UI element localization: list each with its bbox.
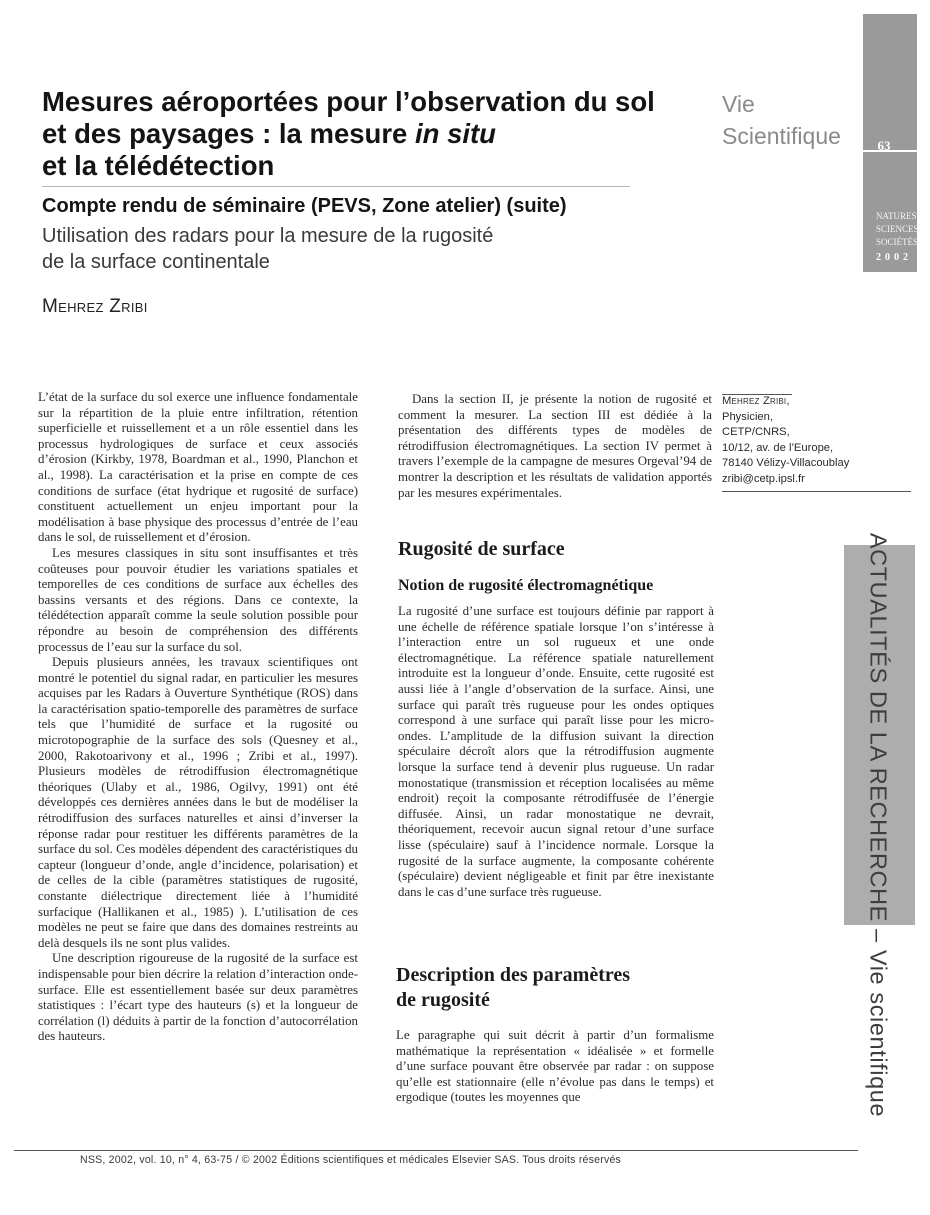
heading-rugosite: Rugosité de surface [398,538,565,560]
body-left-column [38,390,358,1045]
description-section [396,1028,714,1106]
subheading-line-1: Utilisation des radars pour la mesure de la rugosité [42,225,494,247]
body-paragraph-3: Depuis plusieurs années, les travaux scientifiques ont montré le potentiel du signal radar, en particulier les mesures acquises par les Radars à Ouverture Synthétique (ROS) dans la caractérisation spatio-temporelle des paramètres de surface tels que l’humidité de surface et la rugosité ou microtopographie de la surface des sols (Quesney et al., 2000, Rakotoarivony et al., 1996 ; Zribi et al., 1997). Plusieurs modèles de rétrodiffusion électromagnétique théoriques (Ulaby et al., 1986, Ogilvy, 1991) ont été développés ces dernières années dans le but de modéliser la rétrodiffusion des surfaces naturelles et ainsi d’inverser la réponse radar pour restituer les différents paramètres de la surface du sol. Ces modèles dépendent des caractéristiques du capteur (longueur d’onde, angle d’incidence, polarisation) et de celles de la cible (paramètres statistiques de rugosité, constante diélectrique directement liée à l’humidité surfacique (Hallikanen et al., 1985) ). L’utilisation de ces modèles ne peut se faire que dans des domaines restreints au delà desquels ils ne sont plus valides. [38,655,358,950]
body-paragraph-2: Les mesures classiques in situ sont insuffisantes et très coûteuses pour pouvoir étudier les variations spatiales et temporelles de ces conditions de surface aux échelles des bassins versants et des régions. Dans ce contexte, la télédétection apparaît comme la seule solution possible pour répondre au besoin de compréhension des différents processus de l’eau sur la surface du sol. [38,545,358,654]
journal-name-line-3: SOCIÉTÉS [876,237,919,247]
section-label-line-1: Vie [722,91,755,117]
page-number: 63 [877,138,891,153]
article-subheading [42,223,493,275]
footer-rule [14,1150,858,1151]
heading-notion: Notion de rugosité électromagnétique [398,577,654,594]
article-author: Mehrez Zribi [42,296,148,317]
affiliation-name: Mehrez Zribi, [722,395,790,407]
heading-description-line-1: Description des paramètres [396,964,631,986]
heading-description-line-2: de rugosité [396,989,490,1011]
title-line-3: et la télédétection [42,150,275,181]
intro-paragraph: Dans la section II, je présente la notion de rugosité et comment la mesurer. La section III est dédiée à la présentation des différents types de modèles de rétrodiffusion électromagnétiques. La section IV permet à travers l’exemple de la campagne de mesures Orgeval’94 de montrer la description et les résultats de validation apportés par les mesures expérimentales. [398,392,712,500]
heading-description [396,963,630,1013]
affiliation-line-2: CETP/CNRS, [722,426,790,439]
section-label [722,88,841,152]
side-banner [865,533,892,1117]
section-label-line-2: Scientifique [722,123,841,149]
title-divider [42,186,630,187]
author-affiliation [722,394,910,488]
journal-tab-divider [863,150,917,152]
journal-name [876,210,919,249]
title-italic: in situ [414,118,496,149]
footer-citation: NSS, 2002, vol. 10, n° 4, 63-75 / © 2002 Éditions scientifiques et médicales Elsevier SAS. Tous droits réservés [80,1154,622,1166]
journal-year: 2002 [876,252,912,263]
title-line-2 [42,118,702,150]
side-banner-main: ACTUALITÉS DE LA RECHERCHE [865,532,892,922]
affiliation-email: zribi@cetp.ipsl.fr [722,472,805,485]
description-paragraph: Le paragraphe qui suit décrit à partir d’un formalisme mathématique la représentation « idéalisée » et formelle d’une surface pouvant être observée par radar : on suppose qu’elle est stationnaire (elle n’évolue pas dans le temps) et ergodique (toutes les moyennes que [396,1028,714,1105]
side-banner-dash: – [865,921,892,950]
article-subtitle: Compte rendu de séminaire (PEVS, Zone atelier) (suite) [42,195,567,217]
title-line-2-text: et des paysages : la mesure [42,118,408,149]
affiliation-line-4: 78140 Vélizy-Villacoublay [722,457,850,470]
journal-name-line-2: SCIENCES [876,224,919,234]
body-right-intro [398,392,712,501]
body-paragraph-4: Une description rigoureuse de la rugosité de la surface est indispensable pour bien décrire la relation d’interaction onde-surface. Elle est essentiellement basée sur deux paramètres statistiques : l’écart type des hauteurs (s) et la longueur de corrélation (l) déduits à partir de la fonction d’autocorrélation des hauteurs. [38,951,358,1044]
journal-name-line-1: NATURES [876,211,917,221]
title-line-1: Mesures aéroportées pour l’observation du sol [42,86,655,117]
subheading-line-2: de la surface continentale [42,251,270,273]
affiliation-bottom-rule [722,491,911,492]
body-paragraph-1: L’état de la surface du sol exerce une influence fondamentale sur la répartition de la pluie entre infiltration, rétention superficielle et ruissellement et a un rôle essentiel dans les processus hydrologiques de surface et ceux associés d’érosion (Kirkby, 1978, Boardman et al., 1990, Planchon et al., 1998). La caractérisation et la prise en compte de ces conditions de surface (état hydrique et rugosité de surface) constituent actuellement un enjeu important pour la modélisation à base physique des processus d’entrée de l’eau dans le sol, de ruissellement et d’érosion. [38,390,358,545]
affiliation-line-1: Physicien, [722,410,773,423]
side-banner-sub: Vie scientifique [865,949,892,1118]
affiliation-line-3: 10/12, av. de l’Europe, [722,441,834,454]
notion-paragraph: La rugosité d’une surface est toujours définie par rapport à une échelle de référence spatiale lorsque l’on s’intéresse à l’interaction entre un sol rugueux et une onde électromagnétique. La référence spatiale naturellement introduite est la longueur d’onde. Ensuite, cette rugosité est aussi liée à l’angle d’observation de la surface. Ainsi, une surface qui paraît très rugueuse pour les ondes optiques correspond à une surface qui paraît lisse pour les micro-ondes. L’amplitude de la diffusion suivant la direction spéculaire décroît alors que la rétrodiffusion augmente lorsque la surface tend à devenir plus rugueuse. Un radar monostatique (transmission et réception localisées au même endroit) reçoit la composante rétrodiffusée de l’énergie diffusée. Ainsi, un radar monostatique ne devrait, théoriquement, recevoir aucun signal retour d’une surface lisse (spéculaire) sauf à l’incidence normale. Lorsque la rugosité de la surface augmente, la composante cohérente (spéculaire) devient négligeable et finit par être inexistante dans le cas d’une surface très rugueuse. [398,604,714,899]
notion-section [398,604,714,900]
article-title [42,86,702,182]
